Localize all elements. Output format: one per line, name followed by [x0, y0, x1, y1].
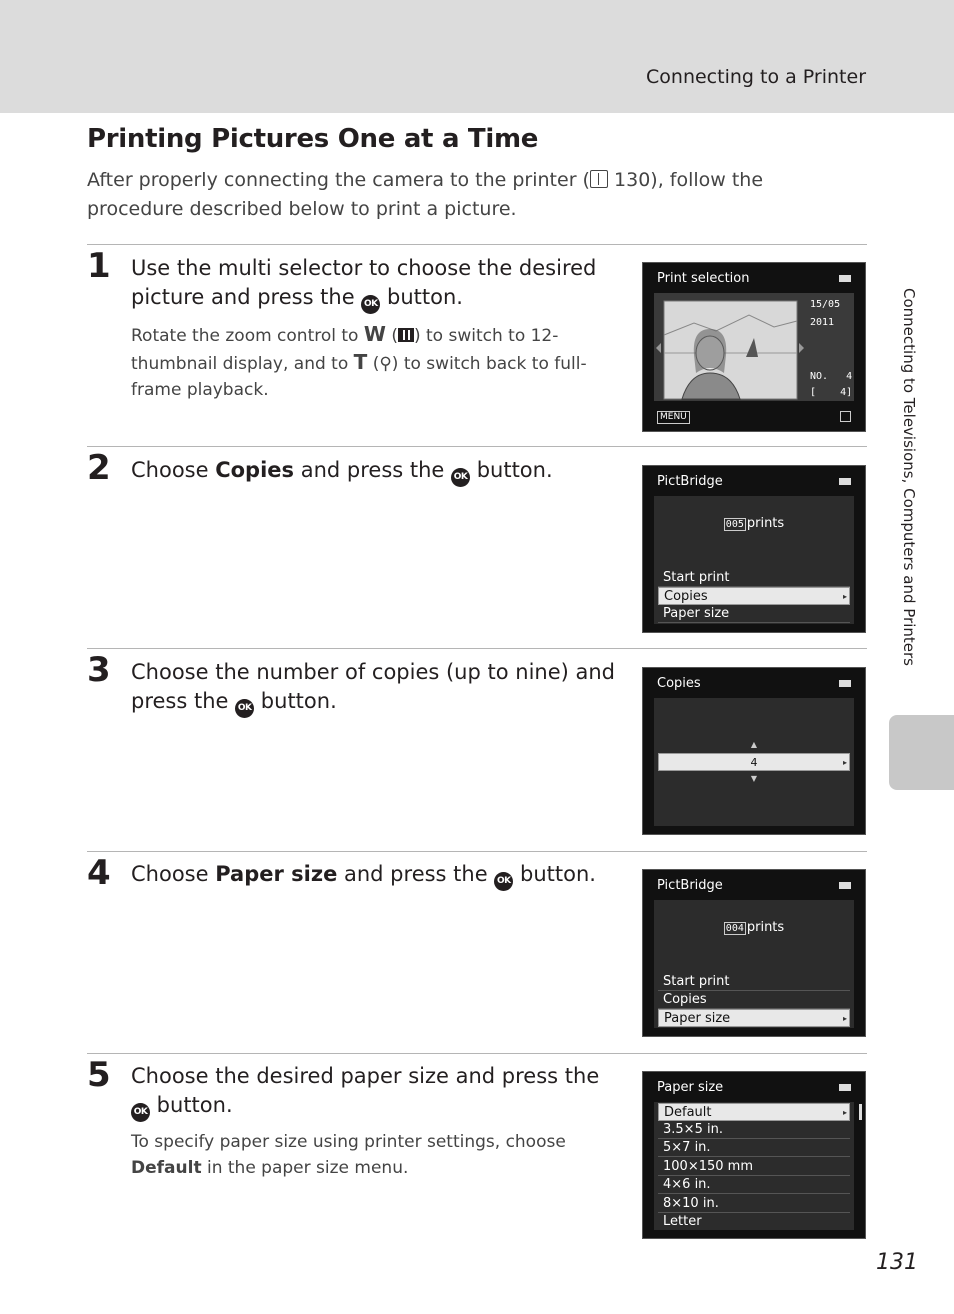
step-instruction: Use the multi selector to choose the desired picture and press the OK button.	[131, 254, 621, 314]
screen-title: Paper size	[657, 1080, 724, 1095]
step-number: 5	[87, 1055, 111, 1095]
section-intro: After properly connecting the camera to the printer ( 130), follow the procedure described below to print a picture.	[87, 169, 764, 220]
header-band	[0, 0, 954, 113]
zoom-icon: ⚲	[379, 354, 392, 374]
paper-option-default: Default ▸	[658, 1103, 850, 1121]
divider	[87, 851, 867, 852]
screen-body	[654, 698, 854, 826]
step-number: 1	[87, 246, 111, 286]
chapter-tab	[889, 715, 954, 790]
divider	[87, 1053, 867, 1054]
copies-readout: 005 prints	[725, 516, 785, 531]
menu-item-start-print: Start print	[658, 569, 850, 587]
menu-button-hint: MENU	[657, 411, 690, 424]
battery-icon	[839, 478, 851, 485]
ok-button-icon: OK	[235, 699, 254, 718]
menu-item-start-print: Start print	[658, 973, 850, 991]
battery-icon	[839, 275, 851, 282]
step-instruction: Choose Paper size and press the OK button.	[131, 860, 621, 891]
step-note: To specify paper size using printer settings, choose Default in the paper size menu.	[131, 1132, 566, 1178]
menu-item-copies: Copies	[658, 991, 850, 1009]
screen-body	[654, 900, 854, 1028]
camera-screen-copies	[642, 667, 866, 835]
paper-option: Letter	[663, 1214, 702, 1229]
ok-button-icon: OK	[451, 468, 470, 487]
year-readout: 2011	[810, 317, 835, 328]
camera-screen-pictbridge-paper	[642, 869, 866, 1037]
paper-option: 3.5×5 in.	[658, 1121, 850, 1139]
battery-icon	[839, 1084, 851, 1091]
screen-title: PictBridge	[657, 878, 723, 893]
print-count: [ 4]	[810, 387, 853, 398]
section-title: Printing Pictures One at a Time	[87, 124, 539, 154]
paper-option: 4×6 in.	[658, 1176, 850, 1194]
screen-body	[654, 293, 854, 401]
ok-button-icon: OK	[494, 872, 513, 891]
menu-item-paper-size: Paper size ▸	[658, 1009, 850, 1027]
step-number: 4	[87, 853, 111, 893]
page-reference: 130	[614, 169, 651, 191]
up-arrow-icon: ▲	[750, 740, 758, 749]
menu-item-copies: Copies ▸	[658, 587, 850, 605]
paper-option: 8×10 in.	[658, 1195, 850, 1213]
down-arrow-icon: ▼	[750, 774, 758, 783]
screen-title: Print selection	[657, 271, 750, 286]
frame-number: NO. 4	[810, 371, 853, 382]
step-note: Rotate the zoom control to W ( ) to switch to 12-thumbnail display, and to T (⚲) to switch back to full-frame playback.	[131, 322, 587, 400]
camera-screen-print-selection	[642, 262, 866, 432]
thumbnail-icon	[398, 328, 414, 342]
divider	[87, 648, 867, 649]
menu-item-paper-size: Paper size	[658, 605, 850, 623]
screen-body	[654, 496, 854, 624]
scrollbar-thumb	[859, 1104, 862, 1120]
date-readout: 15/05	[810, 299, 841, 310]
battery-icon	[839, 680, 851, 687]
book-reference-icon	[590, 170, 608, 188]
chapter-label: Connecting to Televisions, Computers and Printers	[900, 288, 918, 666]
paper-option: 5×7 in.	[658, 1139, 850, 1157]
step-number: 2	[87, 448, 111, 488]
step-instruction: Choose the number of copies (up to nine) and press the OK button.	[131, 658, 621, 718]
page-number: 131	[876, 1250, 918, 1275]
copies-value: 4 ▸	[658, 753, 850, 771]
screen-title: Copies	[657, 676, 701, 691]
step-instruction: Choose Copies and press the OK button.	[131, 456, 621, 487]
copies-readout: 004 prints	[725, 920, 785, 935]
ok-button-icon: OK	[131, 1103, 150, 1122]
step-number: 3	[87, 650, 111, 690]
screen-body	[654, 1102, 854, 1230]
ok-button-icon: OK	[361, 295, 380, 314]
paper-option: 100×150 mm	[658, 1158, 850, 1176]
divider	[87, 244, 867, 245]
divider	[87, 446, 867, 447]
running-head: Connecting to a Printer	[646, 66, 866, 88]
chapter-sidebar	[898, 288, 918, 708]
step-instruction: Choose the desired paper size and press the OK button.	[131, 1062, 621, 1122]
thumbnail-view-icon	[840, 411, 851, 422]
camera-screen-paper-size	[642, 1071, 866, 1239]
battery-icon	[839, 882, 851, 889]
camera-screen-pictbridge-copies	[642, 465, 866, 633]
screen-title: PictBridge	[657, 474, 723, 489]
